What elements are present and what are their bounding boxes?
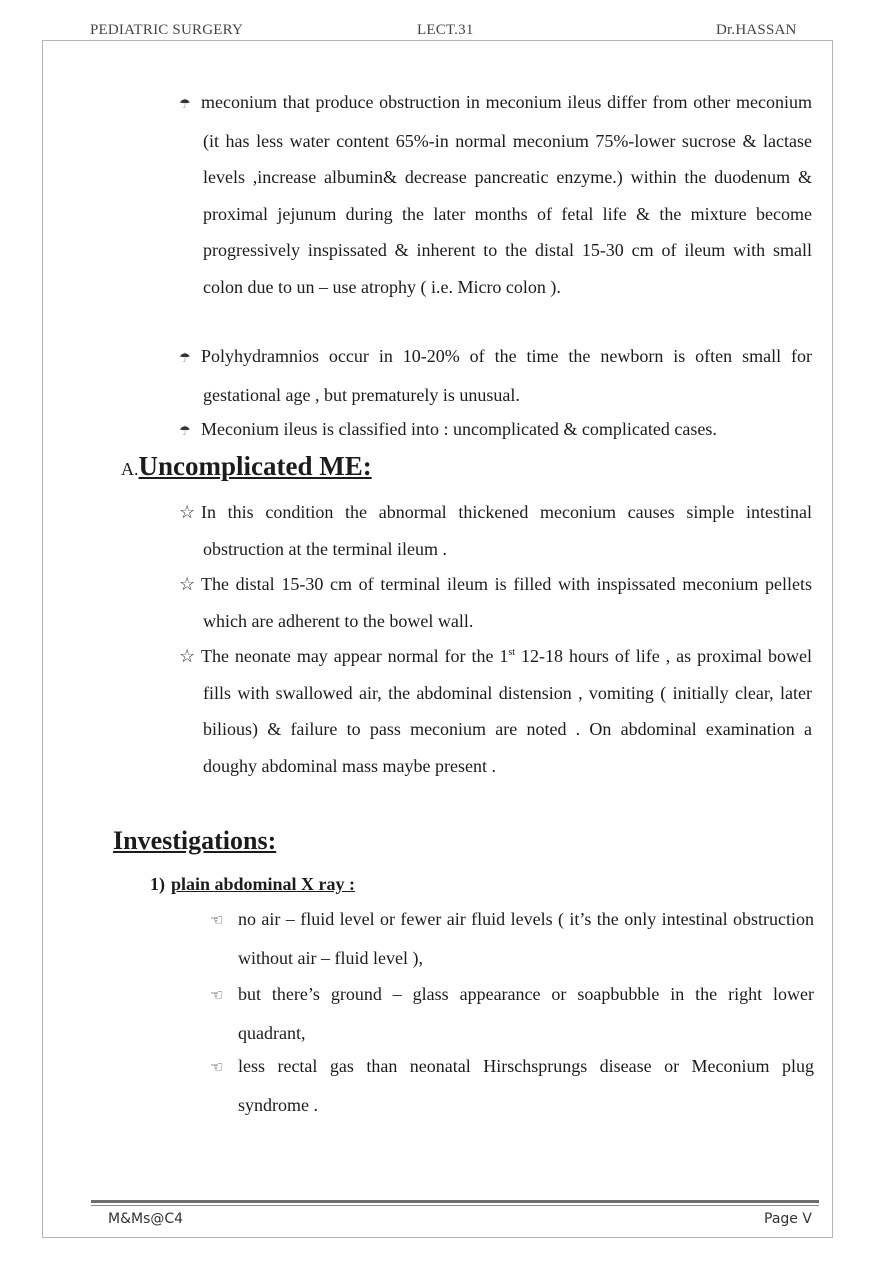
header-lecture: LECT.31	[417, 22, 474, 38]
umbrella-icon: ☂	[179, 96, 191, 111]
intro-bullet-2: ☂ Polyhydramnios occur in 10-20% of the time the newborn is often small for gestational age , but prematurely is unusual.	[203, 338, 812, 413]
pointing-hand-icon: ☜	[210, 1060, 224, 1076]
section-a-heading	[121, 451, 372, 482]
investigations-heading: Investigations:	[113, 826, 277, 855]
footer-rule	[91, 1200, 819, 1203]
investigation-item-2: ☜ but there’s ground – glass appearance or soapbubble in the right lower quadrant,	[238, 976, 814, 1051]
intro-bullet-3: ☂ Meconium ileus is classified into : uncomplicated & complicated cases.	[203, 411, 812, 450]
umbrella-icon: ☂	[179, 423, 191, 438]
investigation-item-1: ☜ no air – fluid level or fewer air fluid levels ( it’s the only intestinal obstruction without air – fluid level ),	[238, 901, 814, 976]
footer-rule-thin	[91, 1205, 819, 1206]
section-a-item-1: ☆ In this condition the abnormal thickened meconium causes simple intestinal obstruction at the terminal ileum .	[203, 494, 812, 567]
star-icon: ☆	[179, 646, 196, 666]
footer-credit: M&Ms@C4	[108, 1211, 184, 1227]
section-a-item-2: ☆ The distal 15-30 cm of terminal ileum is filled with inspissated meconium pellets which are adherent to the bowel wall.	[203, 566, 812, 639]
star-icon: ☆	[179, 502, 196, 522]
ordinal-suffix: st	[508, 647, 516, 658]
investigation-item-3: ☜ less rectal gas than neonatal Hirschsprungs disease or Meconium plug syndrome .	[238, 1048, 814, 1123]
pointing-hand-icon: ☜	[210, 988, 224, 1004]
header-author: Dr.HASSAN	[716, 22, 797, 38]
section-a-item-3: ☆ The neonate may appear normal for the 1st 12-18 hours of life , as proximal bowel fills with swallowed air, the abdominal distension , vomiting ( initially clear, later bilious) & failure to pass meconium are noted . On abdominal examination a doughy abdominal mass maybe present .	[203, 638, 812, 784]
page-number: Page V	[764, 1211, 812, 1227]
header-course: PEDIATRIC SURGERY	[90, 22, 244, 38]
section-a-title: Uncomplicated ME:	[138, 451, 372, 481]
pointing-hand-icon: ☜	[210, 913, 224, 929]
intro-bullet-1: ☂ meconium that produce obstruction in meconium ileus differ from other meconium (it has less water content 65%-in normal meconium 75%-lower sucrose & lactase levels ,increase albumin& decrease pancreatic enzyme.) within the duodenum & proximal jejunum during the later months of fetal life & the mixture become progressively inspissated & inherent to the distal 15-30 cm of ileum with small colon due to un – use atrophy ( i.e. Micro colon ).	[203, 84, 812, 306]
section-a-prefix: A.	[121, 459, 139, 479]
star-icon: ☆	[179, 574, 196, 594]
umbrella-icon: ☂	[179, 350, 191, 365]
investigation-subheading	[150, 874, 355, 895]
investigation-number: 1)	[150, 874, 165, 894]
investigation-title: plain abdominal X ray :	[171, 874, 356, 894]
